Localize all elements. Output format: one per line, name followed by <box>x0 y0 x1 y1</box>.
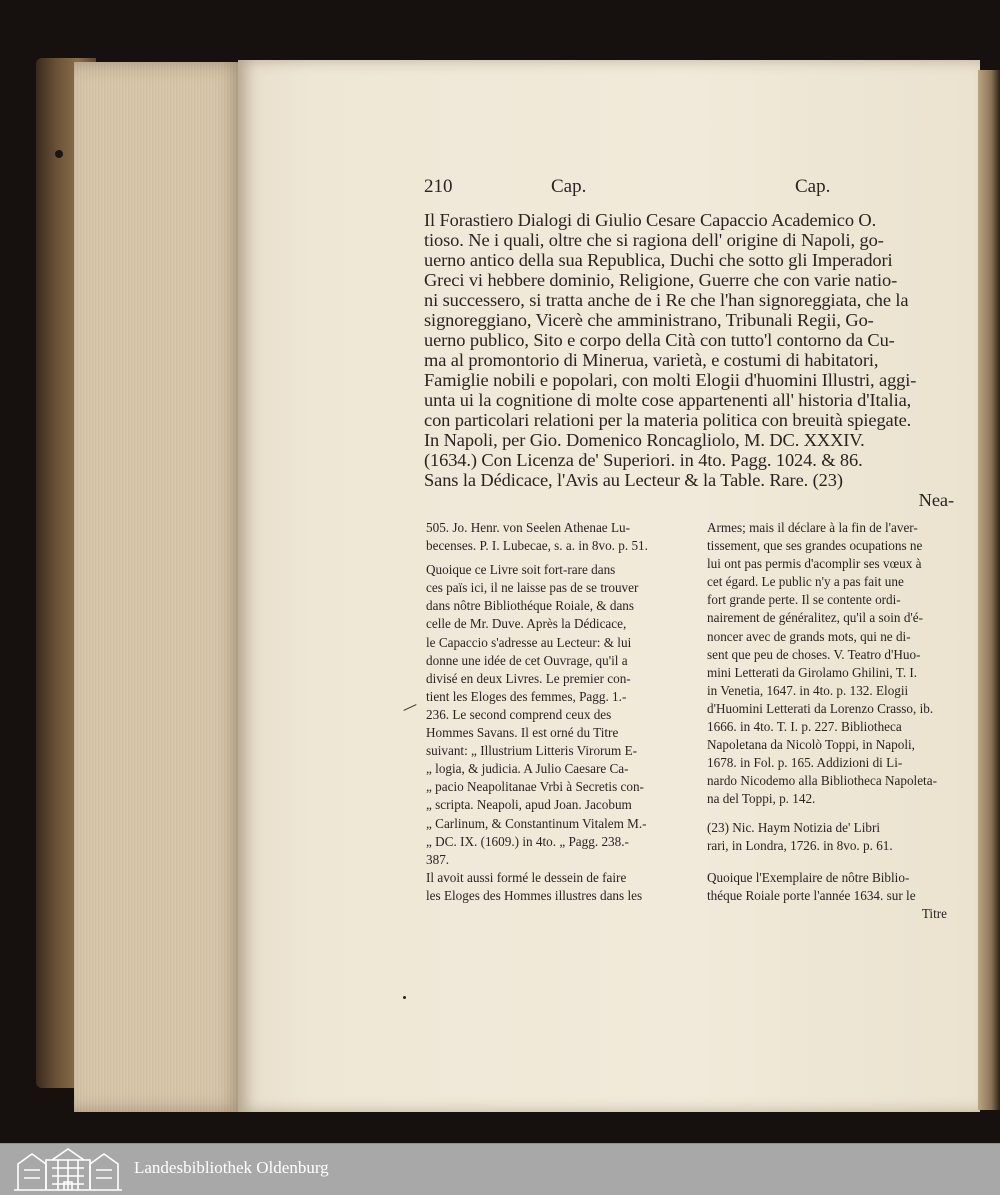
footnote-line: cet égard. Le public n'y a pas fait une <box>707 574 904 590</box>
footnote-line: in Venetia, 1647. in 4to. p. 132. Elogii <box>707 682 909 698</box>
main-line: ni successero, si tratta anche de i Re che l'han signoreggiata, che la <box>424 290 909 310</box>
footnote-line: mini Letterati da Girolamo Ghilini, T. I. <box>707 664 918 680</box>
footnote-line: 387. <box>426 851 450 867</box>
footnote-line: sent que peu de choses. V. Teatro d'Huo- <box>707 646 921 662</box>
footnote-line: Napoletana da Nicolò Toppi, in Napoli, <box>707 737 915 753</box>
footnote-line: Armes; mais il déclare à la fin de l'aver- <box>707 520 918 535</box>
footnote-line: les Eloges des Hommes illustres dans les <box>426 887 643 903</box>
main-line: tioso. Ne i quali, oltre che si ragiona dell' origine di Napoli, go- <box>424 230 884 250</box>
main-entry <box>424 210 954 510</box>
footnote-line: na del Toppi, p. 142. <box>707 791 816 807</box>
footnote-line: théque Roiale porte l'année 1634. sur le <box>707 887 916 903</box>
main-line: In Napoli, per Gio. Domenico Roncagliolo, M. DC. XXXIV. <box>424 430 865 450</box>
footnote-line: Hommes Savans. Il est orné du Titre <box>426 725 619 741</box>
footnote-line: Quoique ce Livre soit fort-rare dans <box>426 562 616 578</box>
main-line: uerno antico della sua Republica, Duchi che sotto gli Imperadori <box>424 250 893 270</box>
running-head-left: Cap. <box>551 176 587 197</box>
footnote-line: tissement, que ses grandes ocupations ne <box>707 538 923 554</box>
footnote-line: Quoique l'Exemplaire de nôtre Biblio- <box>707 869 910 885</box>
footnote-column-left <box>426 519 688 905</box>
footnote-line: „ logia, & judicia. A Julio Caesare Ca- <box>426 761 629 777</box>
library-building-logo-icon <box>12 1146 124 1192</box>
footnote-line: nairement de généralitez, qu'il a soin d'é- <box>707 610 924 626</box>
catchword: Nea- <box>918 490 954 510</box>
footnote-line: 505. Jo. Henr. von Seelen Athenae Lu- <box>426 520 630 535</box>
page-stack-edge <box>74 62 244 1112</box>
footnote-line: „ Carlinum, & Constantinum Vitalem M.- <box>426 815 647 831</box>
main-line: Greci vi hebbere dominio, Religione, Guerre che con varie natio- <box>424 270 898 290</box>
main-line: Sans la Dédicace, l'Avis au Lecteur & la Table. Rare. (23) <box>424 470 843 490</box>
main-line: unta ui la cognitione di molte cose appartenenti all' historia d'Italia, <box>424 390 912 410</box>
cover-hole <box>55 150 63 158</box>
footnote-line: noncer avec de grands mots, qui ne di- <box>707 628 911 644</box>
running-head-right: Cap. <box>795 176 831 197</box>
footnote-line: donne une idée de cet Ouvrage, qu'il a <box>426 652 628 668</box>
footer-bar <box>0 1143 1000 1195</box>
right-page-edge <box>978 70 1000 1110</box>
institution-name: Landesbibliothek Oldenburg <box>134 1158 329 1177</box>
footnote-line: rari, in Londra, 1726. in 8vo. p. 61. <box>707 837 893 853</box>
main-line: con particolari relationi per la materia politica con breuità spiegate. <box>424 410 912 430</box>
main-line: signoreggiano, Vicerè che amministrano, Tribunali Regii, Go- <box>424 310 874 330</box>
footnote-line: nardo Nicodemo alla Bibliotheca Napoleta- <box>707 773 937 789</box>
footnote-line: becenses. P. I. Lubecae, s. a. in 8vo. p. 51. <box>426 538 648 554</box>
footnote-line: Il avoit aussi formé le dessein de faire <box>426 869 627 885</box>
footnote-line: celle de Mr. Duve. Après la Dédicace, <box>426 616 627 632</box>
page-number: 210 <box>424 176 453 197</box>
main-line: (1634.) Con Licenza de' Superiori. in 4to. Pagg. 1024. & 86. <box>424 450 863 470</box>
footnote-line: ces païs ici, il ne laisse pas de se trouver <box>426 580 639 596</box>
ink-spot <box>403 996 406 999</box>
footnote-line: divisé en deux Livres. Le premier con- <box>426 670 631 686</box>
main-line: uerno publico, Sito e corpo della Cità con tutto'l contorno da Cu- <box>424 330 895 350</box>
footnote-column-right <box>707 519 947 923</box>
footnote-line: „ DC. IX. (1609.) in 4to. „ Pagg. 238.- <box>426 833 629 849</box>
catchword-right: Titre <box>921 905 947 921</box>
footnote-line: dans nôtre Bibliothéque Roiale, & dans <box>426 598 635 614</box>
main-line: ma al promontorio di Minerua, varietà, e costumi di habitatori, <box>424 350 879 370</box>
main-line: Il Forastiero Dialogi di Giulio Cesare Capaccio Academico O. <box>424 210 877 230</box>
footnote-line: fort grande perte. Il se contente ordi- <box>707 592 901 608</box>
footnote-line: lui ont pas permis d'acomplir ses vœux à <box>707 556 922 572</box>
footnote-line: „ pacio Neapolitanae Vrbi à Secretis con- <box>426 779 644 795</box>
footnote-line: d'Huomini Letterati da Lorenzo Crasso, ib. <box>707 700 934 716</box>
footnote-line: 236. Le second comprend ceux des <box>426 706 612 722</box>
footnote-line: suivant: „ Illustrium Litteris Virorum E- <box>426 743 638 759</box>
footnote-line: le Capaccio s'adresse au Lecteur: & lui <box>426 634 632 650</box>
footnote-line: 1678. in Fol. p. 165. Addizioni di Li- <box>707 755 903 771</box>
footnote-line: 1666. in 4to. T. I. p. 227. Bibliotheca <box>707 719 902 735</box>
main-line: Famiglie nobili e popolari, con molti Elogii d'huomini Illustri, aggi- <box>424 370 917 390</box>
footnote-line: tient les Eloges des femmes, Pagg. 1.- <box>426 688 627 704</box>
footnote-line: (23) Nic. Haym Notizia de' Libri <box>707 819 881 835</box>
footnote-line: „ scripta. Neapoli, apud Joan. Jacobum <box>426 797 632 813</box>
